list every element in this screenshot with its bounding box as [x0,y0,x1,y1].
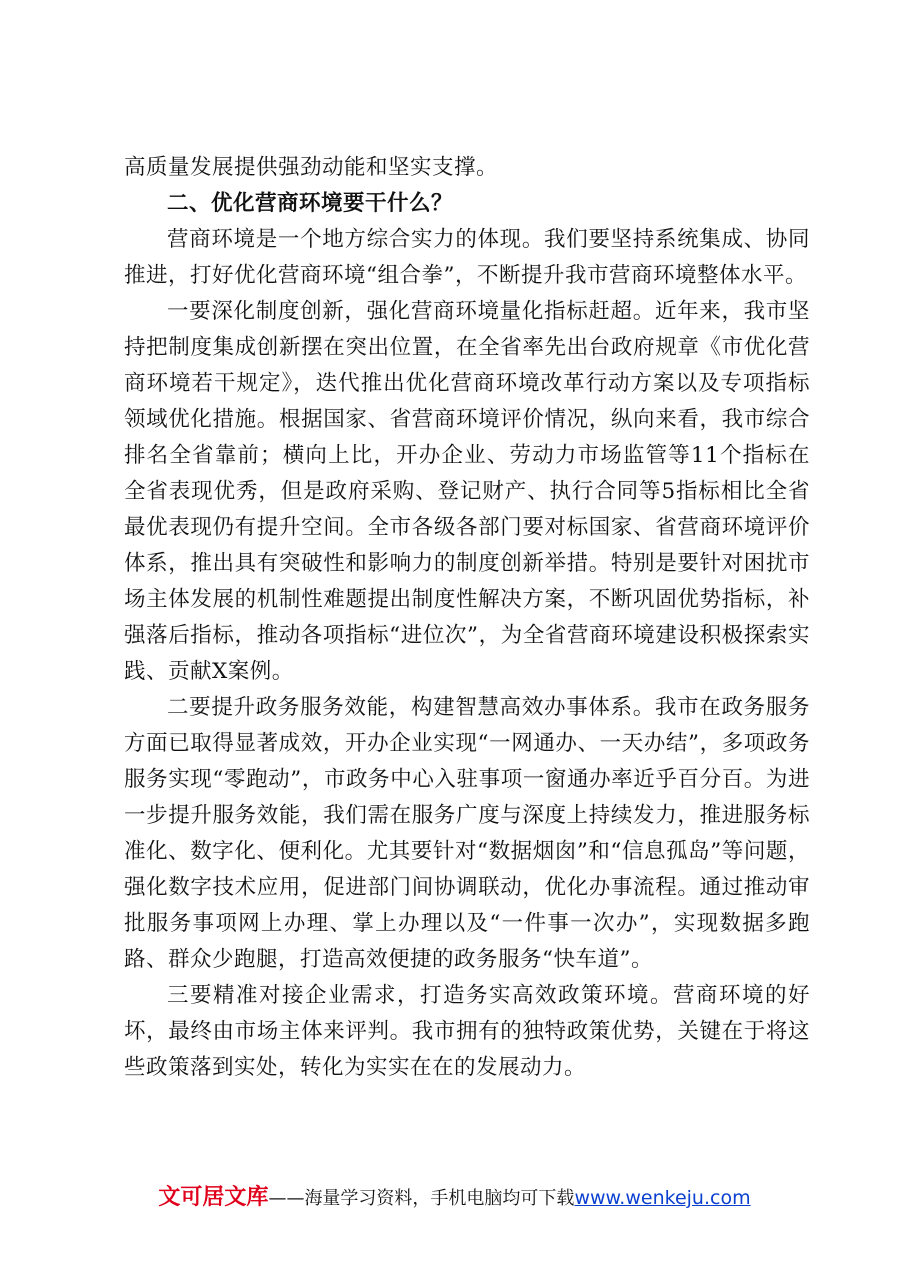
paragraph-two: 二要提升政务服务效能，构建智慧高效办事体系。我市在政务服务方面已取得显著成效，开办企业实现“一网通办、一天办结”，多项政务服务实现“零跑动”，市政务中心入驻事项一窗通办率近乎百分百。为进一步提升服务效能，我们需在服务广度与深度上持续发力，推进服务标准化、数字化、便利化。尤其要针对“数据烟囱”和“信息孤岛”等问题，强化数字技术应用，促进部门间协调联动，优化办事流程。通过推动审批服务事项网上办理、掌上办理以及“一件事一次办”，实现数据多跑路、群众少跑腿，打造高效便捷的政务服务“快车道”。 [124,695,810,972]
continuation-paragraph: 高质量发展提供强劲动能和坚实支撑。 [124,155,499,180]
paragraph-intro: 营商环境是一个地方综合实力的体现。我们要坚持系统集成、协同推进，打好优化营商环境“组合拳”，不断提升我市营商环境整体水平。 [124,227,810,288]
paragraph-three: 三要精准对接企业需求，打造务实高效政策环境。营商环境的好坏，最终由市场主体来评判。我市拥有的独特政策优势，关键在于将这些政策落到实处，转化为实实在在的发展动力。 [124,983,810,1080]
section-heading: 二、优化营商环境要干什么？ [167,191,454,216]
footer-brand: 文可居文库 [158,1185,269,1210]
document-body [124,150,810,1086]
footer-slogan: ——海量学习资料，手机电脑均可下载 [268,1188,575,1209]
footer-url-link[interactable]: www.wenkeju.com [574,1187,751,1209]
paragraph-one: 一要深化制度创新，强化营商环境量化指标赶超。近年来，我市坚持把制度集成创新摆在突出位置，在全省率先出台政府规章《市优化营商环境若干规定》，迭代推出优化营商环境改革行动方案以及专项指标领域优化措施。根据国家、省营商环境评价情况，纵向来看，我市综合排名全省靠前；横向上比，开办企业、劳动力市场监管等11个指标在全省表现优秀，但是政府采购、登记财产、执行合同等5指标相比全省最优表现仍有提升空间。全市各级各部门要对标国家、省营商环境评价体系，推出具有突破性和影响力的制度创新举措。特别是要针对困扰市场主体发展的机制性难题提出制度性解决方案，不断巩固优势指标，补强落后指标，推动各项指标“进位次”，为全省营商环境建设积极探索实践、贡献X案例。 [124,299,810,684]
footer-banner [0,1180,909,1211]
